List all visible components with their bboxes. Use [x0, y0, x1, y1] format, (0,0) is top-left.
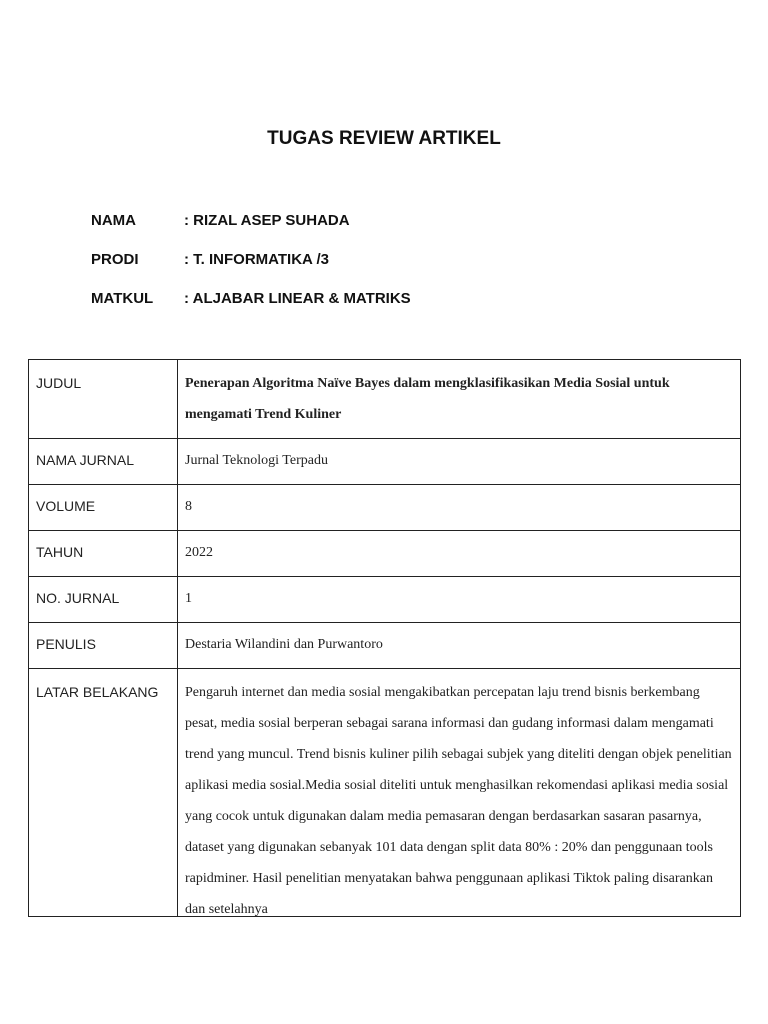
row-value: Penerapan Algoritma Naïve Bayes dalam mengklasifikasikan Media Sosial untuk mengamati Trend Kuliner — [178, 360, 741, 439]
table-row-no-jurnal — [29, 577, 741, 623]
row-label: NAMA JURNAL — [29, 439, 178, 485]
table-row-judul — [29, 360, 741, 439]
row-label: NO. JURNAL — [29, 577, 178, 623]
row-label: VOLUME — [29, 485, 178, 531]
table-row-nama-jurnal — [29, 439, 741, 485]
table-row-penulis — [29, 623, 741, 669]
row-value: Destaria Wilandini dan Purwantoro — [178, 623, 741, 669]
review-table — [28, 359, 741, 917]
table-row-latar-belakang — [29, 669, 741, 917]
info-value: : T. INFORMATIKA /3 — [184, 251, 329, 268]
document-title: TUGAS REVIEW ARTIKEL — [267, 128, 501, 149]
info-row-prodi — [91, 251, 329, 268]
row-label: TAHUN — [29, 531, 178, 577]
info-row-nama — [91, 212, 350, 229]
info-label: PRODI — [91, 251, 139, 268]
table-row-tahun — [29, 531, 741, 577]
row-label: JUDUL — [29, 360, 178, 439]
row-label: PENULIS — [29, 623, 178, 669]
row-value: Pengaruh internet dan media sosial mengakibatkan percepatan laju trend bisnis berkembang pesat, media sosial berperan sebagai sarana informasi dan gudang informasi dalam mengamati trend yang muncul. Trend bisnis kuliner pilih sebagai subjek yang diteliti dengan objek penelitian aplikasi media sosial.Media sosial diteliti untuk menghasilkan rekomendasi aplikasi media sosial yang cocok untuk digunakan dalam media pemasaran dengan berdasarkan sasaran pasarnya, dataset yang digunakan sebanyak 101 data dengan split data 80% : 20% dan penggunaan tools rapidminer. Hasil penelitian menyatakan bahwa penggunaan aplikasi Tiktok paling disarankan dan setelahnya — [185, 685, 732, 917]
row-value: 1 — [178, 577, 741, 623]
info-value: : RIZAL ASEP SUHADA — [184, 212, 350, 229]
info-label: MATKUL — [91, 290, 154, 307]
row-label: LATAR BELAKANG — [29, 669, 178, 917]
row-value: Jurnal Teknologi Terpadu — [178, 439, 741, 485]
info-row-matkul — [91, 290, 411, 307]
table-row-volume — [29, 485, 741, 531]
info-value: : ALJABAR LINEAR & MATRIKS — [184, 290, 411, 307]
row-value-cell — [178, 669, 741, 917]
info-label: NAMA — [91, 212, 136, 229]
row-value: 2022 — [178, 531, 741, 577]
row-value: 8 — [178, 485, 741, 531]
